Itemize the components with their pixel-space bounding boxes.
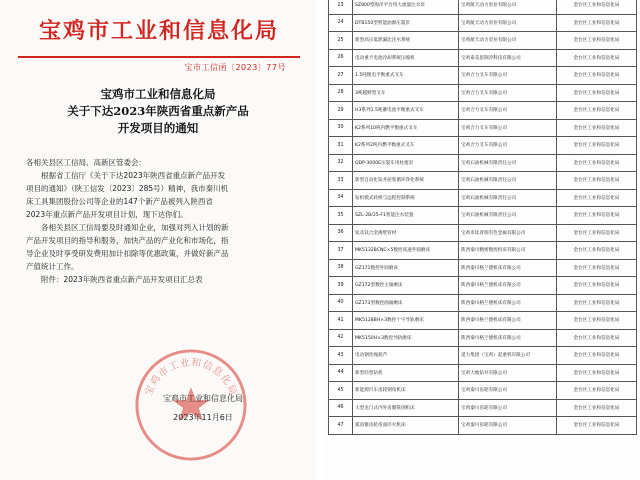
bureau-name: 金台区工业和信息化局 — [557, 294, 637, 312]
company-name: 宝鸡石油机械有限责任公司 — [459, 154, 557, 172]
project-table-page — [324, 0, 640, 480]
bureau-name: 金台区工业和信息化局 — [557, 329, 637, 347]
company-name: 宝鸡航天动力泵业有限公司 — [459, 14, 557, 32]
bureau-name: 金台区工业和信息化局 — [557, 224, 637, 242]
table-row — [329, 207, 637, 225]
table-row — [329, 329, 637, 347]
row-number: 37 — [329, 242, 353, 260]
product-name: GZ173型数控曲轴磨床 — [353, 294, 459, 312]
row-number: 45 — [329, 382, 353, 400]
product-name: 钛及钛合金薄壁管材 — [353, 224, 459, 242]
product-name: 电动钢丝绳葫芦 — [353, 347, 459, 365]
product-name: 弧齿锥齿轮齿面淬火机床 — [353, 417, 459, 435]
company-name: 宝鸡石油机械有限责任公司 — [459, 207, 557, 225]
table-row — [329, 347, 637, 365]
company-name: 宝鸡石油机械有限责任公司 — [459, 172, 557, 190]
company-name: 宝鸡航天动力泵业有限公司 — [459, 32, 557, 50]
body-line: 导企业及时享受研发费用加计扣除等优惠政策，并做好新产品 — [26, 249, 229, 258]
bureau-name: 金台区工业和信息化局 — [557, 382, 637, 400]
product-name: 新型轻型钻机 — [353, 364, 459, 382]
row-number: 24 — [329, 14, 353, 32]
table-row — [329, 67, 637, 85]
company-name: 宝鸡合力叉车有限公司 — [459, 67, 557, 85]
company-name: 陕西秦川格兰德机床有限公司 — [459, 259, 557, 277]
notice-title — [40, 86, 276, 137]
bureau-name: 金台区工业和信息化局 — [557, 137, 637, 155]
product-name: 电动重卡电池冷却系统压缩机 — [353, 49, 459, 67]
table-row — [329, 189, 637, 207]
table-row — [329, 172, 637, 190]
row-number: 26 — [329, 49, 353, 67]
company-name: 宝鸡大地钻井有限公司 — [459, 364, 557, 382]
company-name: 宝鸡合力叉车有限公司 — [459, 137, 557, 155]
signature-org: 宝鸡市工业和信息化局 — [163, 394, 243, 403]
body-line: 产品开发项目的指导和服务，加快产品的产业化和市场化，指 — [26, 236, 229, 245]
row-number: 47 — [329, 417, 353, 435]
bureau-name: 金台区工业和信息化局 — [557, 189, 637, 207]
product-name: 1.5吨锂电平衡重式叉车 — [353, 67, 459, 85]
row-number: 43 — [329, 347, 353, 365]
notice-title-line: 宝鸡市工业和信息化局 — [100, 87, 216, 101]
product-name: MK5132BCNC×5数控高速外圆磨床 — [353, 242, 459, 260]
signature-date: 2023年11月6日 — [173, 413, 233, 422]
row-number: 25 — [329, 32, 353, 50]
product-name: DTB150型智能油源压裂泵 — [353, 14, 459, 32]
product-name: 3吨越野型叉车 — [353, 84, 459, 102]
table-row — [329, 294, 637, 312]
bureau-name: 金台区工业和信息化局 — [557, 277, 637, 295]
row-number: 39 — [329, 277, 353, 295]
table-row — [329, 364, 637, 382]
table-row — [329, 382, 637, 400]
company-name: 陕西秦川格兰德机床有限公司 — [459, 277, 557, 295]
table-row — [329, 137, 637, 155]
product-name: SZL-2B/25-F1智能注水装置 — [353, 207, 459, 225]
masthead: 宝鸡市工业和信息化局 — [38, 18, 279, 44]
bureau-name: 金台区工业和信息化局 — [557, 154, 637, 172]
company-name: 宝鸡合力叉车有限公司 — [459, 119, 557, 137]
product-name: 钻机模式转换与远程控制系统 — [353, 189, 459, 207]
product-name: 新能源汽车齿轮钢角机床 — [353, 382, 459, 400]
attachment-line: 附件：2023年陕西省重点新产品开发项目汇总表 — [41, 275, 203, 284]
row-number: 27 — [329, 67, 353, 85]
product-name: MK5128BH×3数控十字导轨磨床 — [353, 312, 459, 330]
company-name: 延力集团（宝鸡）起重机有限公司 — [459, 347, 557, 365]
notice-body — [26, 156, 290, 286]
table-row — [329, 119, 637, 137]
table-row — [329, 224, 637, 242]
company-name: 宝鸡泰美思制冷科技有限公司 — [459, 49, 557, 67]
product-name: MK5150H×3数控导轨磨床 — [353, 329, 459, 347]
signature-block — [128, 393, 278, 423]
row-number: 35 — [329, 207, 353, 225]
bureau-name: 金台区工业和信息化局 — [557, 0, 637, 14]
bureau-name: 金台区工业和信息化局 — [557, 399, 637, 417]
company-name: 宝鸡合力叉车有限公司 — [459, 84, 557, 102]
row-number: 33 — [329, 172, 353, 190]
product-name: QDP-3000E压裂车用柱塞泵 — [353, 154, 459, 172]
row-number: 31 — [329, 137, 353, 155]
table-row — [329, 14, 637, 32]
row-number: 34 — [329, 189, 353, 207]
bureau-name: 金台区工业和信息化局 — [557, 14, 637, 32]
row-number: 42 — [329, 329, 353, 347]
page-divider — [316, 0, 324, 480]
company-name: 陕西秦川格兰德机床有限公司 — [459, 312, 557, 330]
table-row — [329, 84, 637, 102]
bureau-name: 金台区工业和信息化局 — [557, 242, 637, 260]
table-row — [329, 417, 637, 435]
row-number: 40 — [329, 294, 353, 312]
company-name: 宝鸡秦川齿轮有限公司 — [459, 382, 557, 400]
bureau-name: 金台区工业和信息化局 — [557, 312, 637, 330]
product-name: 新型高压低泄漏比注水系统 — [353, 32, 459, 50]
table-row — [329, 259, 637, 277]
product-name: K2系列2吨内燃平衡重式叉车 — [353, 137, 459, 155]
red-rule-divider — [18, 56, 300, 58]
row-number: 30 — [329, 119, 353, 137]
company-name: 陕西秦川精密数控机床有限公司 — [459, 242, 557, 260]
bureau-name: 金台区工业和信息化局 — [557, 417, 637, 435]
product-name: GZ171数控外圆磨床 — [353, 259, 459, 277]
bureau-name: 金台区工业和信息化局 — [557, 32, 637, 50]
bureau-name: 金台区工业和信息化局 — [557, 49, 637, 67]
body-line: 项目的通知》（陕工信发〔2023〕285号）精神，我市秦川机 — [26, 184, 229, 193]
product-name: SZ800型海洋平台用大流量注水泵 — [353, 0, 459, 14]
bureau-name: 金台区工业和信息化局 — [557, 102, 637, 120]
product-name: K2系列10吨内燃平衡重式叉车 — [353, 119, 459, 137]
company-name: 宝鸡石油机械有限责任公司 — [459, 189, 557, 207]
product-name: 新型自动化钻井泥浆循环净化系统 — [353, 172, 459, 190]
table-row — [329, 49, 637, 67]
bureau-name: 金台区工业和信息化局 — [557, 84, 637, 102]
company-name: 宝鸡市钛普瑞有色金属有限公司 — [459, 224, 557, 242]
table-row — [329, 277, 637, 295]
bureau-name: 金台区工业和信息化局 — [557, 347, 637, 365]
seal-text: 宝鸡市工业和信息化局 — [143, 357, 239, 398]
body-line: 根据省工信厅《关于下达2023年陕西省重点新产品开发 — [41, 171, 226, 180]
company-name: 宝鸡秦川齿轮有限公司 — [459, 399, 557, 417]
company-name: 陕西秦川格兰德机床有限公司 — [459, 329, 557, 347]
notice-title-line: 关于下达2023年陕西省重点新产品 — [67, 104, 249, 118]
row-number: 28 — [329, 84, 353, 102]
table-row — [329, 0, 637, 14]
bureau-name: 金台区工业和信息化局 — [557, 67, 637, 85]
notice-title-line: 开发项目的通知 — [117, 121, 199, 135]
bureau-name: 金台区工业和信息化局 — [557, 172, 637, 190]
bureau-name: 金台区工业和信息化局 — [557, 259, 637, 277]
company-name: 宝鸡合力叉车有限公司 — [459, 102, 557, 120]
notice-page — [0, 0, 316, 480]
company-name: 宝鸡航天动力泵业有限公司 — [459, 0, 557, 14]
table-row — [329, 32, 637, 50]
bureau-name: 金台区工业和信息化局 — [557, 364, 637, 382]
product-name: H3系列1.5吨蓄电池平衡重式叉车 — [353, 102, 459, 120]
row-number: 29 — [329, 102, 353, 120]
row-number: 44 — [329, 364, 353, 382]
row-number: 41 — [329, 312, 353, 330]
row-number: 36 — [329, 224, 353, 242]
table-row — [329, 154, 637, 172]
salutation: 各相关县区工信局、高新区管委会： — [26, 158, 146, 167]
product-name: GZ172型数控主轴磨床 — [353, 277, 459, 295]
row-number: 32 — [329, 154, 353, 172]
bureau-name: 金台区工业和信息化局 — [557, 119, 637, 137]
body-line: 各相关县区工信局要及时通知企业，加强对列入计划的新 — [41, 223, 229, 232]
row-number: 38 — [329, 259, 353, 277]
table-row — [329, 242, 637, 260]
row-number: 46 — [329, 399, 353, 417]
body-line: 2023年重点新产品开发项目计划，现下达你们。 — [26, 210, 188, 219]
body-line: 产值统计工作。 — [26, 262, 79, 271]
company-name: 宝鸡秦川齿轮有限公司 — [459, 417, 557, 435]
table-row — [329, 102, 637, 120]
product-name: 大型龙门式内外齿圈铣削机床 — [353, 399, 459, 417]
bureau-name: 金台区工业和信息化局 — [557, 207, 637, 225]
company-name: 陕西秦川格兰德机床有限公司 — [459, 294, 557, 312]
project-table — [328, 0, 637, 435]
row-number: 23 — [329, 0, 353, 14]
document-number: 宝市工信函〔2023〕77号 — [184, 63, 286, 72]
body-line: 床工具集团股份公司等企业的147个新产品被列入陕西省 — [26, 197, 213, 206]
table-row — [329, 312, 637, 330]
table-row — [329, 399, 637, 417]
